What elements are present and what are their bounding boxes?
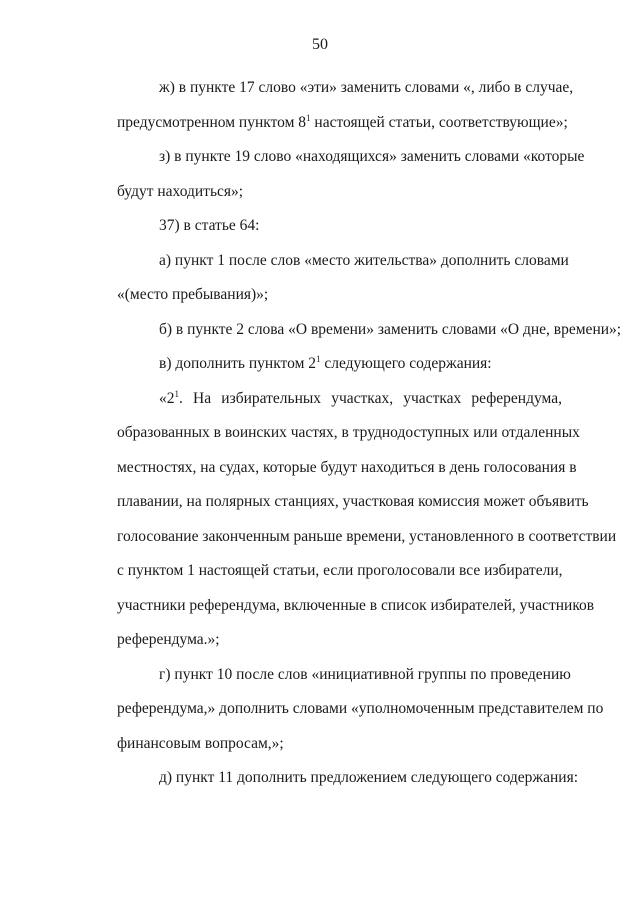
paragraph-d: [75, 761, 579, 796]
text-line: образованных в воинских частях, в труднодоступных или отдаленных: [117, 424, 580, 441]
text-line: в) дополнить пунктом $2^1$ следующего содержания:: [159, 354, 492, 372]
paragraph-b: [75, 313, 622, 348]
text-line: з) в пункте 19 слово «находящихся» заменить словами «которые: [159, 148, 585, 165]
document-body: [75, 71, 622, 796]
text-line: ж) в пункте 17 слово «эти» заменить словами «, либо в случае,: [159, 79, 574, 96]
text-line: предусмотренном пунктом $8^1$ настоящей статьи, соответствующие»;: [117, 112, 568, 131]
text-line: плавании, на полярных станциях, участковая комиссия может объявить: [117, 493, 589, 510]
paragraph-zh: [75, 71, 574, 140]
text-line: будут находиться»;: [117, 182, 244, 200]
text-line: г) пункт 10 после слов «инициативной группы по проведению: [159, 665, 571, 683]
paragraph-quote: [75, 382, 617, 658]
paragraph-a: [75, 244, 569, 313]
text-line: референдума.»;: [117, 631, 220, 648]
paragraph-z: [75, 140, 585, 209]
text-line: местностях, на судах, которые будут находиться в день голосования в: [117, 458, 577, 476]
text-line: б) в пункте 2 слова «О времени» заменить словами «О дне, времени»;: [159, 320, 622, 338]
text-line: д) пункт 11 дополнить предложением следующего содержания:: [159, 769, 579, 786]
text-line: «$2^1$. На избирательных участках, участках референдума,: [159, 388, 562, 407]
text-line: финансовым вопросам,»;: [117, 734, 284, 752]
text-line: с пунктом 1 настоящей статьи, если проголосовали все избиратели,: [117, 562, 563, 579]
text-line: голосование законченным раньше времени, установленного в соответствии: [117, 527, 617, 545]
text-line: участники референдума, включенные в список избирателей, участников: [117, 596, 595, 614]
paragraph-v: [75, 347, 562, 382]
superscript: 1: [306, 112, 311, 123]
paragraph-article-37: [75, 209, 562, 244]
text-line: референдума,» дополнить словами «уполномоченным представителем по: [117, 700, 604, 717]
text-line: а) пункт 1 после слов «место жительства» дополнить словами: [159, 251, 569, 269]
text-line: 37) в статье 64:: [159, 217, 260, 234]
paragraph-g: [75, 658, 604, 762]
text-line: «(место пребывания)»;: [117, 286, 269, 303]
superscript: 1: [174, 388, 179, 399]
page-number: 50: [312, 36, 328, 53]
superscript: 1: [316, 354, 321, 364]
